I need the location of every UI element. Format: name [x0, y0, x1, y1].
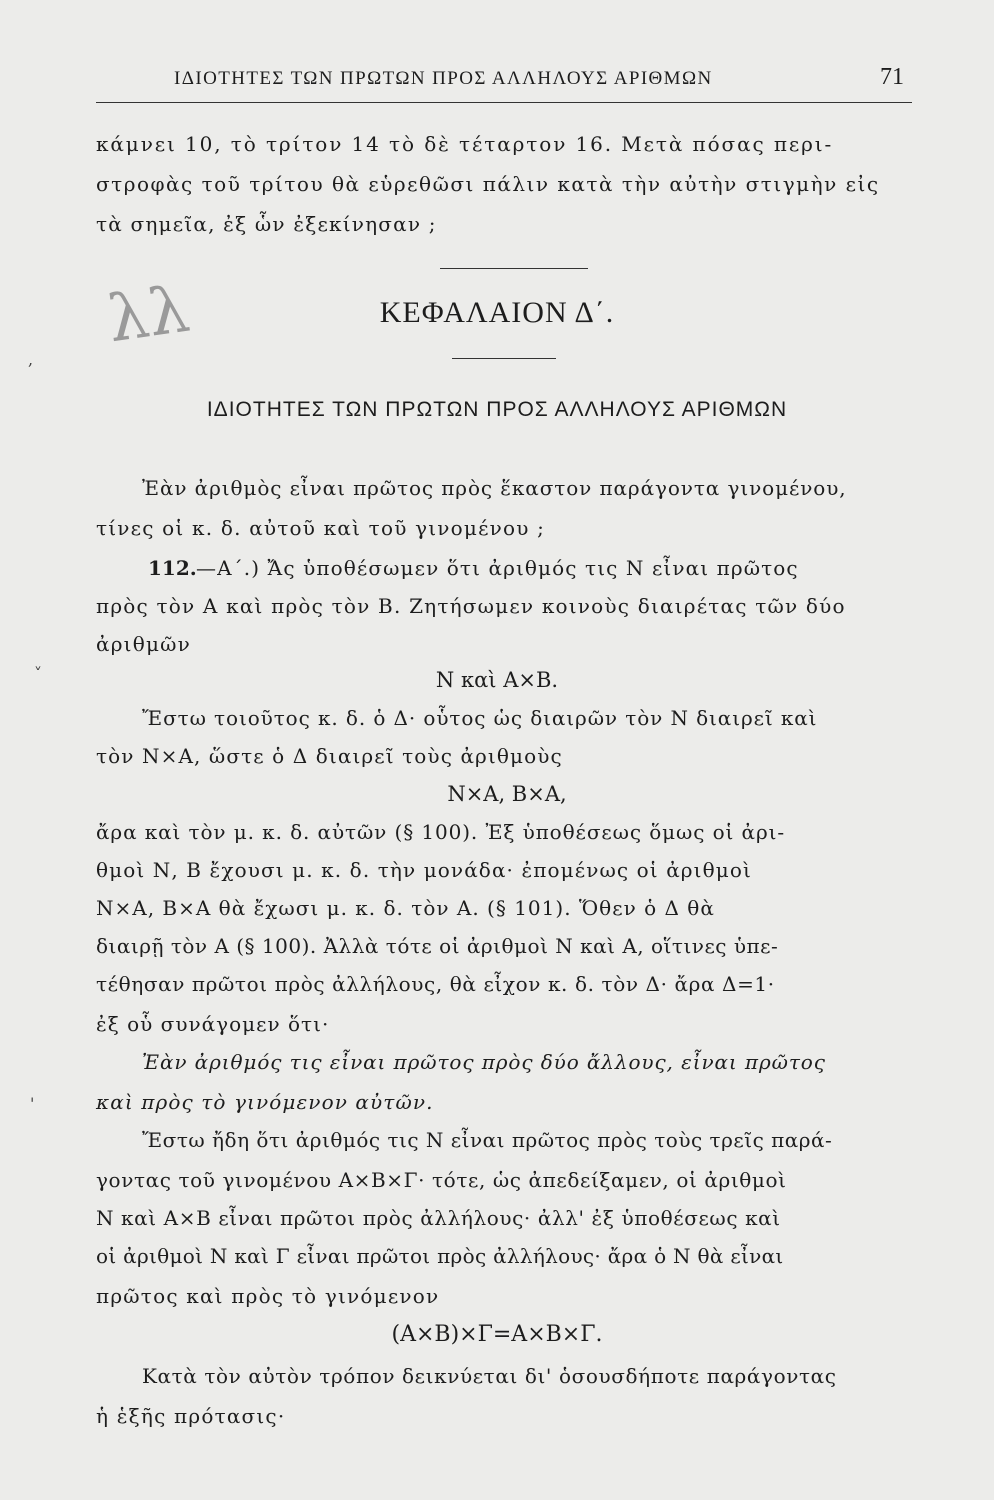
- text-line: Ἔστω ἤδη ὅτι ἀριθμός τις Ν εἶναι πρῶτος πρὸς τοὺς τρεῖς παρά-: [142, 1128, 833, 1152]
- text-line: κάμνει 10, τὸ τρίτον 14 τὸ δὲ τέταρτον 16. Μετὰ πόσας περι-: [96, 132, 834, 156]
- text-line: —Α΄.) Ἄς ὑποθέσωμεν ὅτι ἀριθμός τις Ν εἶναι πρῶτος: [196, 556, 799, 580]
- text-line: τίνες οἱ κ. δ. αὐτοῦ καὶ τοῦ γινομένου ;: [96, 516, 546, 540]
- pencil-annotation-mark: λλ: [103, 272, 194, 358]
- text-line: ἐξ οὗ συνάγομεν ὅτι·: [96, 1012, 330, 1036]
- text-line: τὸν Ν×Α, ὥστε ὁ Δ διαιρεῖ τοὺς ἀριθμοὺς: [96, 744, 563, 768]
- text-line: πρὸς τὸν Α καὶ πρὸς τὸν Β. Ζητήσωμεν κοινοὺς διαιρέτας τῶν δύο: [96, 594, 846, 618]
- formula: Ν×Α, Β×Α,: [447, 782, 567, 806]
- margin-mark: ': [30, 1094, 35, 1113]
- text-line: θμοὶ Ν, Β ἔχουσι μ. κ. δ. τὴν μονάδα· ἐπομένως οἱ ἀριθμοὶ: [96, 858, 752, 882]
- text-line: Ν×Α, Β×Α θὰ ἔχωσι μ. κ. δ. τὸν Α. (§ 101). Ὅθεν ὁ Δ θὰ: [96, 896, 715, 920]
- running-header: [96, 62, 912, 103]
- text-line: ἡ ἑξῆς πρότασις·: [96, 1404, 286, 1428]
- text-line: Ἔστω τοιοῦτος κ. δ. ὁ Δ· οὗτος ὡς διαιρῶν τὸν Ν διαιρεῖ καὶ: [142, 706, 818, 730]
- divider-rule: [452, 358, 556, 359]
- margin-mark: ,: [28, 350, 34, 369]
- text-line: ἀριθμῶν: [96, 632, 192, 656]
- theorem-line: Ἐὰν ἀριθμός τις εἶναι πρῶτος πρὸς δύο ἄλλους, εἶναι πρῶτος: [142, 1050, 826, 1074]
- divider-rule: [440, 268, 588, 269]
- running-title: ΙΔΙΟΤΗΤΕΣ ΤΩΝ ΠΡΩΤΩΝ ΠΡΟΣ ΑΛΛΗΛΟΥΣ ΑΡΙΘΜΩΝ: [174, 68, 713, 89]
- section-title: ΙΔΙΟΤΗΤΕΣ ΤΩΝ ΠΡΩΤΩΝ ΠΡΟΣ ΑΛΛΗΛΟΥΣ ΑΡΙΘΜΩΝ: [206, 398, 788, 421]
- chapter-title: ΚΕΦΑΛΑΙΟΝ Δ΄.: [379, 296, 615, 329]
- formula: (Α×Β)×Γ=Α×Β×Γ.: [391, 1322, 603, 1347]
- theorem-line: καὶ πρὸς τὸ γινόμενον αὐτῶν.: [96, 1090, 434, 1114]
- text-line: Ἐὰν ἀριθμὸς εἶναι πρῶτος πρὸς ἕκαστον παράγοντα γινομένου,: [142, 476, 847, 500]
- text-line: Ν καὶ Α×Β εἶναι πρῶτοι πρὸς ἀλλήλους· ἀλλ' ἐξ ὑποθέσεως καὶ: [96, 1206, 781, 1230]
- paragraph-number: 112.: [148, 556, 197, 580]
- text-line: οἱ ἀριθμοὶ Ν καὶ Γ εἶναι πρῶτοι πρὸς ἀλλήλους· ἄρα ὁ Ν θὰ εἶναι: [96, 1244, 784, 1268]
- text-line: τὰ σημεῖα, ἐξ ὧν ἐξεκίνησαν ;: [96, 212, 437, 236]
- text-line: διαιρῇ τὸν Α (§ 100). Ἀλλὰ τότε οἱ ἀριθμοὶ Ν καὶ Α, οἵτινες ὑπε-: [96, 934, 779, 958]
- margin-mark: ˅: [34, 664, 42, 683]
- text-line: Κατὰ τὸν αὐτὸν τρόπον δεικνύεται δι' ὁσουσδήποτε παράγοντας: [142, 1364, 837, 1388]
- text-line: τέθησαν πρῶτοι πρὸς ἀλλήλους, θὰ εἶχον κ. δ. τὸν Δ· ἄρα Δ=1·: [96, 972, 775, 996]
- text-line: πρῶτος καὶ πρὸς τὸ γινόμενον: [96, 1284, 440, 1308]
- text-line: γοντας τοῦ γινομένου Α×Β×Γ· τότε, ὡς ἀπεδείξαμεν, οἱ ἀριθμοὶ: [96, 1168, 787, 1192]
- page-number: 71: [880, 64, 904, 90]
- text-line: στροφὰς τοῦ τρίτου θὰ εὑρεθῶσι πάλιν κατὰ τὴν αὐτὴν στιγμὴν εἰς: [96, 172, 880, 196]
- formula: Ν καὶ Α×Β.: [435, 668, 559, 692]
- text-line: ἄρα καὶ τὸν μ. κ. δ. αὐτῶν (§ 100). Ἐξ ὑποθέσεως ὅμως οἱ ἀρι-: [96, 820, 786, 844]
